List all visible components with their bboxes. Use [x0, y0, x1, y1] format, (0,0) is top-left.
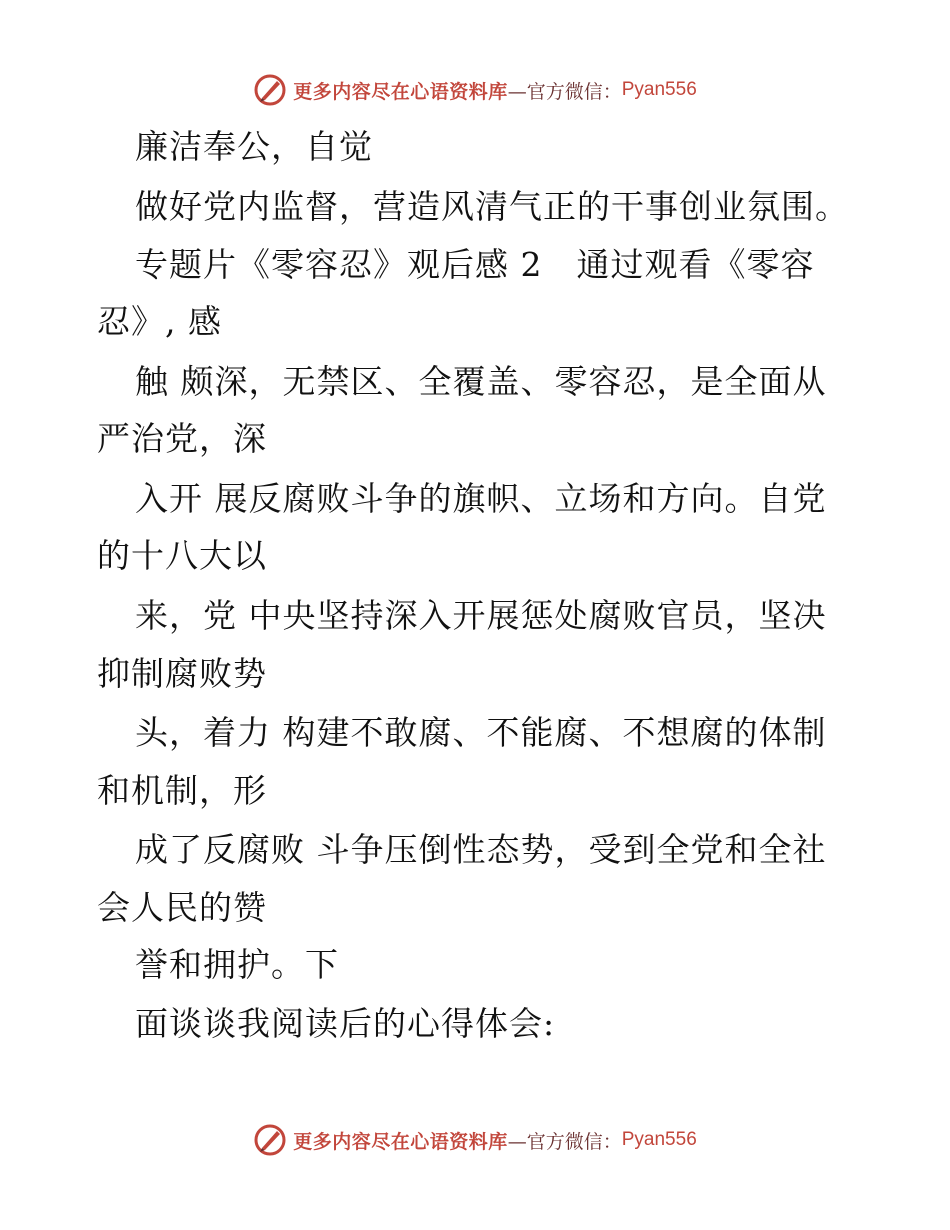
text-line: 的十八大以	[97, 536, 267, 575]
text-line: 入开 展反腐败斗争的旗帜、立场和方向。自党	[135, 479, 827, 518]
header-banner-text: 更多内容尽在心语资料库	[293, 80, 508, 103]
footer-banner	[0, 1120, 950, 1160]
text-line: 和机制，形	[97, 771, 267, 810]
text-line: 抑制腐败势	[97, 654, 267, 693]
text-line: 廉洁奉公，自觉	[135, 127, 373, 166]
quill-pen-logo-icon	[253, 1123, 287, 1157]
text-line: 严治党，深	[97, 419, 267, 458]
text-line: 会人民的赞	[97, 888, 267, 927]
text-line: 触 颇深，无禁区、全覆盖、零容忍，是全面从	[135, 362, 827, 401]
text-line: 誉和拥护。下	[135, 945, 339, 984]
text-line: 来，党 中央坚持深入开展惩处腐败官员，坚决	[135, 596, 827, 635]
footer-banner-wechat-id: Pyan556	[621, 1129, 697, 1150]
footer-banner-text: 更多内容尽在心语资料库	[293, 1130, 508, 1153]
text-line: 做好党内监督，营造风清气正的干事创业氛围。	[135, 187, 849, 226]
text-line: 头，着力 构建不敢腐、不能腐、不想腐的体制	[135, 713, 827, 752]
text-line: 成了反腐败 斗争压倒性态势，受到全党和全社	[135, 830, 827, 869]
header-banner-wechat-id: Pyan556	[621, 79, 697, 100]
text-line: 专题片《零容忍》观后感 2 通过观看《零容	[135, 245, 815, 284]
text-line: 面谈谈我阅读后的心得体会:	[135, 1004, 556, 1043]
text-line: 忍》, 感	[97, 302, 222, 341]
footer-banner-separator: —官方微信：	[507, 1130, 622, 1153]
header-banner-separator: —官方微信：	[507, 80, 622, 103]
